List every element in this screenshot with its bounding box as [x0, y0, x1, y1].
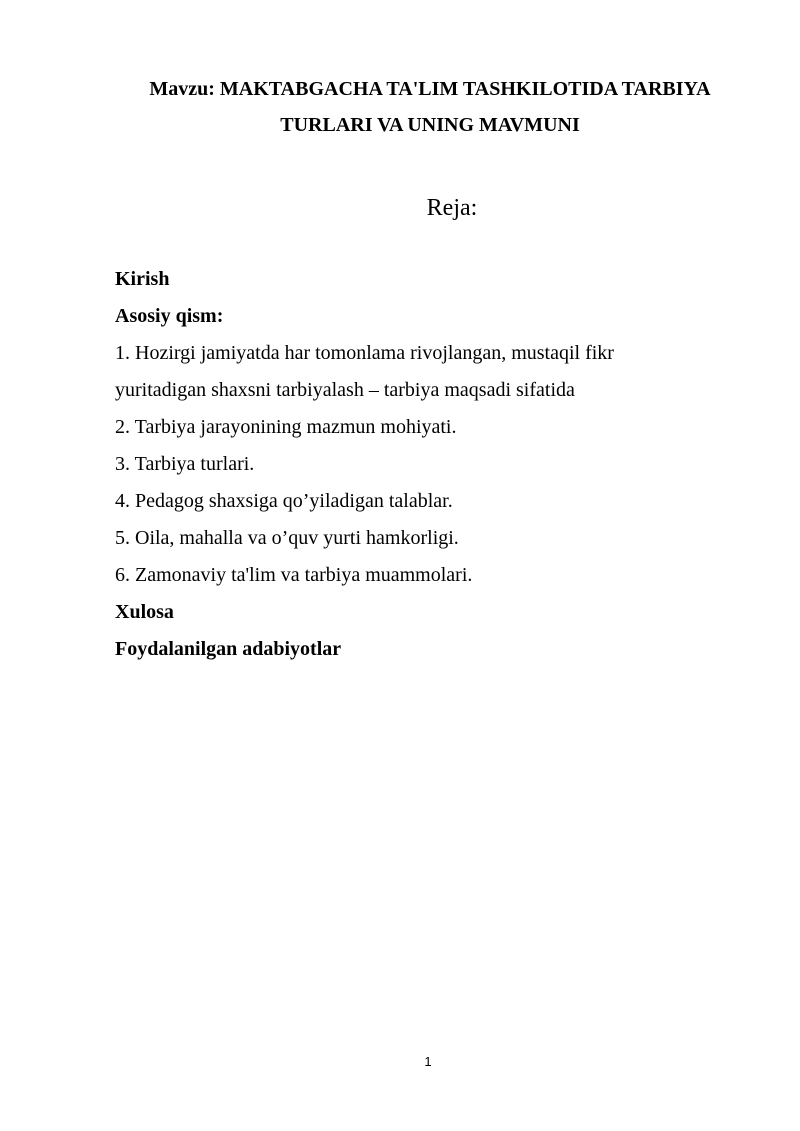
intro-heading: Kirish [115, 268, 170, 290]
document-title [100, 71, 760, 143]
references-heading: Foydalanilgan adabiyotlar [115, 638, 342, 660]
plan-item-4: 4. Pedagog shaxsiga qo’yiladigan talablar. [115, 490, 453, 512]
plan-item-5: 5. Oila, mahalla va o’quv yurti hamkorligi. [115, 527, 459, 549]
plan-item-1-continued: yuritadigan shaxsni tarbiyalash – tarbiya maqsadi sifatida [115, 379, 575, 401]
plan-outline [115, 261, 715, 668]
main-part-heading: Asosiy qism: [115, 305, 224, 327]
document-title-line-1: Mavzu: MAKTABGACHA TA'LIM TASHKILOTIDA TARBIYA [149, 78, 711, 100]
plan-item-6: 6. Zamonaviy ta'lim va tarbiya muammolari. [115, 564, 473, 586]
conclusion-heading: Xulosa [115, 601, 174, 623]
plan-item-1: 1. Hozirgi jamiyatda har tomonlama rivojlangan, mustaqil fikr [115, 342, 614, 364]
plan-item-3: 3. Tarbiya turlari. [115, 453, 255, 475]
document-title-line-2: TURLARI VA UNING MAVMUNI [280, 114, 580, 136]
plan-heading: Reja: [426, 195, 478, 221]
plan-item-2: 2. Tarbiya jarayonining mazmun mohiyati. [115, 416, 457, 438]
page-number: 1 [424, 1054, 432, 1069]
